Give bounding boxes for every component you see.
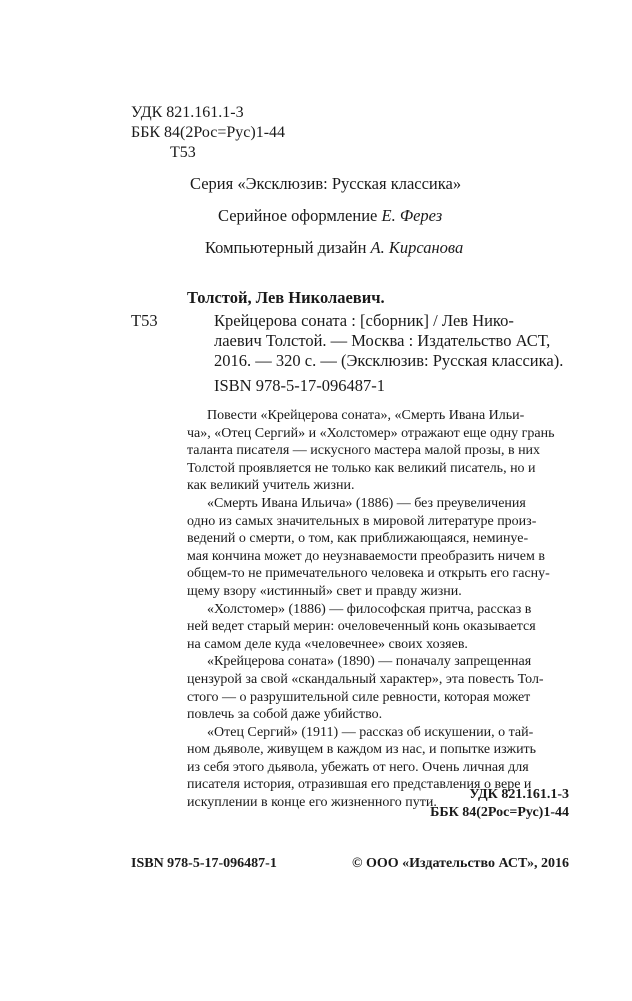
- header-bbk: ББК 84(2Рос=Рус)1-44: [131, 124, 286, 141]
- footer-copyright: © ООО «Издательство АСТ», 2016: [351, 856, 569, 871]
- abstract-paragraph: Повести «Крейцерова соната», «Смерть Ивана Ильи- ча», «Отец Сергий» и «Холстомер» отражают еще одну грань таланта писателя — искусного мастера малой прозы, в них Толстой проявляется не только как великий писатель, но и как великий учитель жизни.: [187, 408, 555, 494]
- abstract-paragraph: «Смерть Ивана Ильича» (1886) — без преувеличения одно из самых значительных в мировой литературе произ- ведений о смерти, о том, как приближающаяся, неминуе- мая кончина может до неузнаваемости преобразить ничем в общем-то не примечательного человека и открыть его гасну- щему взору «истинный» свет и правду жизни.: [187, 495, 550, 599]
- card-description: [214, 311, 563, 371]
- abstract: [187, 407, 554, 812]
- serial-design-line: [218, 206, 442, 226]
- computer-design-name: А. Кирсанова: [370, 238, 464, 257]
- classification-udk: УДК 821.161.1-3: [469, 787, 569, 802]
- description-line: 2016. — 320 с. — (Эксклюзив: Русская классика).: [214, 351, 564, 370]
- author-heading: Толстой, Лев Николаевич.: [187, 288, 385, 307]
- description-line: лаевич Толстой. — Москва : Издательство АСТ,: [214, 331, 551, 350]
- classification-bbk: ББК 84(2Рос=Рус)1-44: [430, 805, 569, 820]
- abstract-paragraph: «Крейцерова соната» (1890) — поначалу запрещенная цензурой за свой «скандальный характер», эта повесть Тол- стого — о разрушительной силе ревности, которая может повлечь за собой даже убийство.: [187, 654, 544, 723]
- series-line: Серия «Эксклюзив: Русская классика»: [190, 174, 462, 193]
- computer-design-line: [205, 238, 463, 258]
- header-author-mark: Т53: [170, 144, 196, 161]
- abstract-paragraph: «Холстомер» (1886) — философская притча, рассказ в ней ведет старый мерин: очеловеченный конь оказывается на самом деле куда «человечнее» своих хозяев.: [187, 601, 536, 652]
- card-isbn: ISBN 978-5-17-096487-1: [214, 376, 385, 395]
- header-udk: УДК 821.161.1-3: [131, 104, 244, 121]
- serial-design-name: Е. Ферез: [381, 206, 443, 225]
- serial-design-prefix: Серийное оформление: [218, 206, 378, 225]
- abstract-paragraph: «Отец Сергий» (1911) — рассказ об искушении, о тай- ном дьяволе, живущем в каждом из нас, и попытке изжить из себя этого дьявола, убежать от него. Очень личная для писателя история, отразившая его представления о вере и искуплении в конце его жизненного пути.: [187, 724, 537, 811]
- computer-design-prefix: Компьютерный дизайн: [205, 238, 367, 257]
- footer-isbn: ISBN 978-5-17-096487-1: [131, 856, 277, 871]
- card-author-mark: Т53: [131, 311, 158, 330]
- description-line: Крейцерова соната : [сборник] / Лев Нико-: [214, 311, 514, 330]
